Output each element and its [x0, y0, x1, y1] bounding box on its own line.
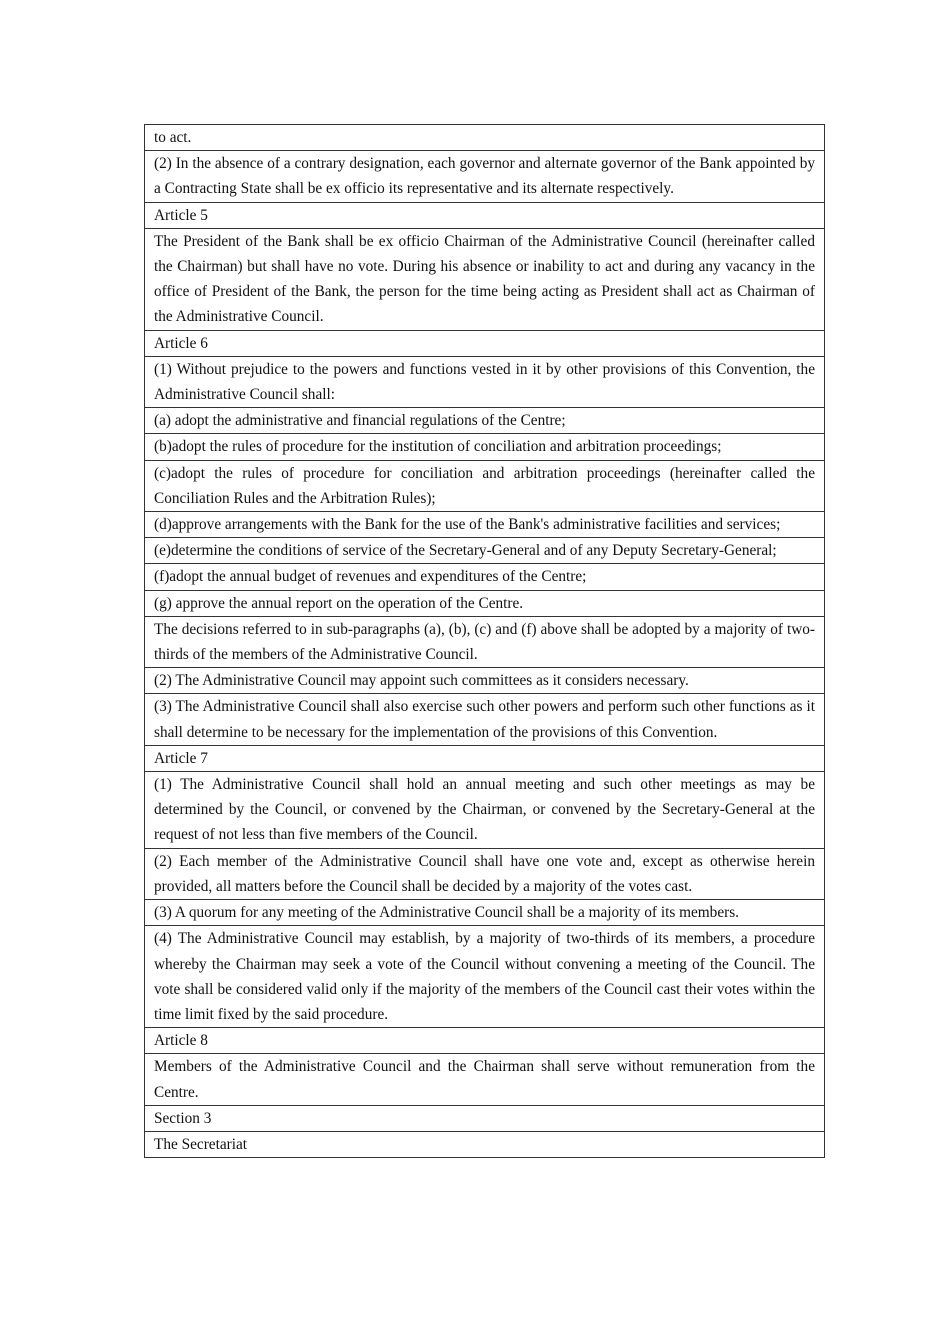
table-cell: (c)adopt the rules of procedure for conciliation and arbitration proceedings (hereinafter called the Conciliation Rules and the Arbitration Rules); — [145, 460, 825, 511]
table-cell: The President of the Bank shall be ex officio Chairman of the Administrative Council (hereinafter called the Chairman) but shall have no vote. During his absence or inability to act and during any vacancy in the office of President of the Bank, the person for the time being acting as President shall act as Chairman of the Administrative Council. — [145, 228, 825, 330]
table-cell: (f)adopt the annual budget of revenues and expenditures of the Centre; — [145, 564, 825, 590]
table-cell: (2) In the absence of a contrary designation, each governor and alternate governor of the Bank appointed by a Contracting State shall be ex officio its representative and its alternate respectively. — [145, 151, 825, 202]
table-cell: (b)adopt the rules of procedure for the institution of conciliation and arbitration proceedings; — [145, 434, 825, 460]
table-cell: (e)determine the conditions of service of the Secretary-General and of any Deputy Secretary-General; — [145, 538, 825, 564]
table-row — [145, 900, 825, 926]
table-row — [145, 668, 825, 694]
table-row — [145, 330, 825, 356]
article-heading: Article 6 — [145, 330, 825, 356]
table-cell: (4) The Administrative Council may establish, by a majority of two-thirds of its members, a procedure whereby the Chairman may seek a vote of the Council without convening a meeting of the Council. The vote shall be considered valid only if the majority of the members of the Council cast their votes within the time limit fixed by the said procedure. — [145, 926, 825, 1028]
table-row — [145, 202, 825, 228]
table-row — [145, 460, 825, 511]
table-row — [145, 434, 825, 460]
table-row — [145, 1105, 825, 1131]
table-cell: (2) Each member of the Administrative Council shall have one vote and, except as otherwise herein provided, all matters before the Council shall be decided by a majority of the votes cast. — [145, 848, 825, 899]
section-title: The Secretariat — [145, 1131, 825, 1157]
article-heading: Article 8 — [145, 1028, 825, 1054]
table-cell: to act. — [145, 125, 825, 151]
table-row — [145, 694, 825, 745]
table-cell: (1) Without prejudice to the powers and functions vested in it by other provisions of this Convention, the Administrative Council shall: — [145, 356, 825, 407]
document-table — [144, 124, 825, 1158]
table-cell: (2) The Administrative Council may appoint such committees as it considers necessary. — [145, 668, 825, 694]
table-cell: The decisions referred to in sub-paragraphs (a), (b), (c) and (f) above shall be adopted by a majority of two-thirds of the members of the Administrative Council. — [145, 616, 825, 667]
table-cell: (g) approve the annual report on the operation of the Centre. — [145, 590, 825, 616]
table-row — [145, 125, 825, 151]
table-row — [145, 512, 825, 538]
table-row — [145, 1028, 825, 1054]
table-row — [145, 538, 825, 564]
table-row — [145, 408, 825, 434]
table-cell: (3) The Administrative Council shall also exercise such other powers and perform such other functions as it shall determine to be necessary for the implementation of the provisions of this Convention. — [145, 694, 825, 745]
table-cell: (a) adopt the administrative and financial regulations of the Centre; — [145, 408, 825, 434]
table-row — [145, 1054, 825, 1105]
table-cell: Members of the Administrative Council and the Chairman shall serve without remuneration from the Centre. — [145, 1054, 825, 1105]
table-row — [145, 848, 825, 899]
table-row — [145, 356, 825, 407]
table-cell: (3) A quorum for any meeting of the Administrative Council shall be a majority of its members. — [145, 900, 825, 926]
table-row — [145, 151, 825, 202]
section-heading: Section 3 — [145, 1105, 825, 1131]
table-row — [145, 564, 825, 590]
table-row — [145, 926, 825, 1028]
table-row — [145, 745, 825, 771]
table-row — [145, 590, 825, 616]
table-row — [145, 772, 825, 849]
table-row — [145, 1131, 825, 1157]
table-row — [145, 616, 825, 667]
table-cell: (d)approve arrangements with the Bank for the use of the Bank's administrative facilities and services; — [145, 512, 825, 538]
article-heading: Article 5 — [145, 202, 825, 228]
table-cell: (1) The Administrative Council shall hold an annual meeting and such other meetings as may be determined by the Council, or convened by the Chairman, or convened by the Secretary-General at the request of not less than five members of the Council. — [145, 772, 825, 849]
table-row — [145, 228, 825, 330]
article-heading: Article 7 — [145, 745, 825, 771]
